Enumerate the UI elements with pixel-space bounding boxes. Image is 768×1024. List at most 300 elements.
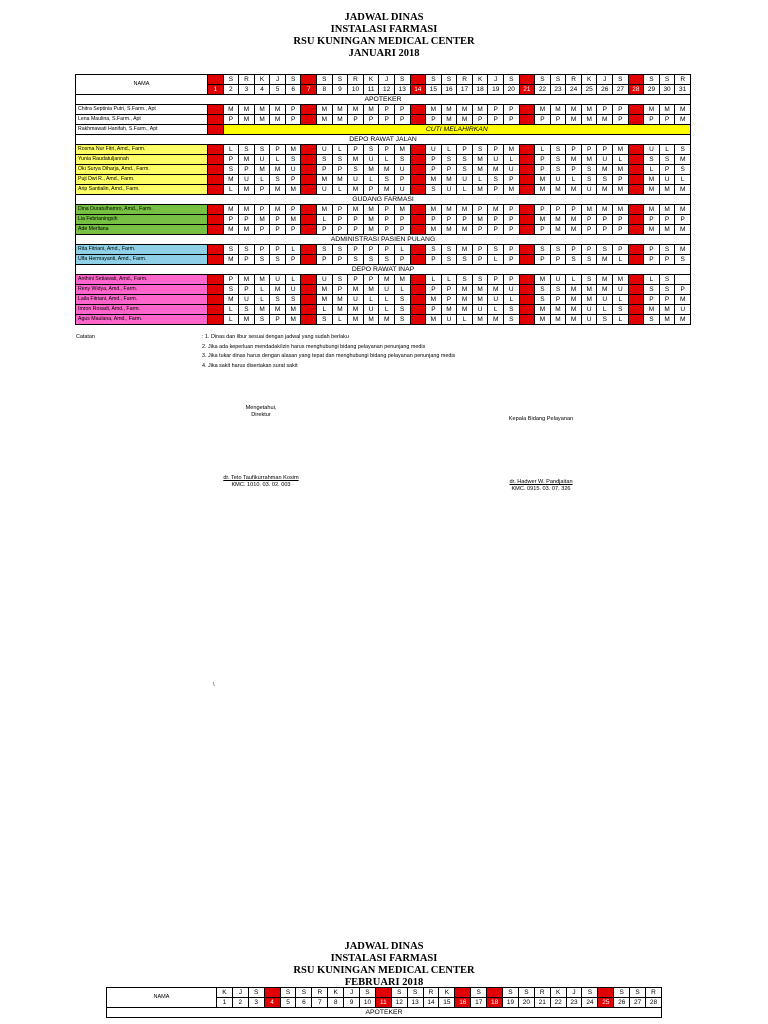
shift-cell: P [410, 155, 426, 165]
day-header: S [407, 988, 423, 998]
date-header: 27 [630, 998, 646, 1008]
shift-cell: M [317, 295, 333, 305]
date-header: 10 [360, 998, 376, 1008]
shift-cell: M [223, 255, 239, 265]
shift-cell: U [581, 315, 597, 325]
shift-cell: M [566, 225, 582, 235]
shift-cell: M [239, 115, 255, 125]
feb-title-line-1: JADWAL DINAS [344, 941, 424, 952]
shift-cell: P [613, 115, 629, 125]
shift-cell: L [488, 305, 504, 315]
shift-cell: M [675, 295, 691, 305]
shift-cell: U [628, 165, 644, 175]
shift-cell: U [270, 275, 286, 285]
date-header: 10 [348, 85, 364, 95]
shift-cell: M [332, 295, 348, 305]
shift-cell: M [363, 105, 379, 115]
note-item: : 1. Dinas dan libur sesuai dengan jadwal yang sudah berlaku [202, 334, 349, 340]
shift-cell: P [488, 115, 504, 125]
day-header: S [248, 988, 264, 998]
shift-cell: M [285, 185, 301, 195]
shift-cell: M [597, 165, 613, 175]
shift-cell: S [597, 315, 613, 325]
feb-title-line-4: FEBRUARI 2018 [344, 977, 424, 988]
shift-cell: S [597, 175, 613, 185]
day-header: S [644, 75, 660, 85]
shift-cell: P [239, 285, 255, 295]
shift-cell: M [239, 225, 255, 235]
shift-cell: L [410, 205, 426, 215]
shift-cell: L [628, 105, 644, 115]
shift-cell: S [394, 305, 410, 315]
shift-cell: L [332, 185, 348, 195]
shift-cell: L [597, 305, 613, 315]
shift-cell: P [254, 185, 270, 195]
shift-cell: L [410, 105, 426, 115]
shift-cell: M [644, 105, 660, 115]
shift-cell: U [394, 165, 410, 175]
shift-cell: U [581, 185, 597, 195]
shift-cell: M [317, 115, 333, 125]
day-header: K [363, 75, 379, 85]
day-header: S [503, 988, 519, 998]
day-header: K [254, 75, 270, 85]
date-header: 9 [332, 85, 348, 95]
shift-cell: U [301, 305, 317, 315]
shift-cell: S [675, 165, 691, 175]
shift-cell: U [644, 145, 660, 155]
shift-cell: P [270, 315, 286, 325]
shift-cell: M [675, 185, 691, 195]
date-header: 24 [566, 85, 582, 95]
shift-cell: P [628, 305, 644, 315]
shift-cell: M [488, 205, 504, 215]
shift-cell: M [457, 205, 473, 215]
table-row [76, 115, 691, 125]
date-header: 1 [217, 998, 233, 1008]
shift-cell: L [566, 175, 582, 185]
staff-name: Laila Fitriani, Amd., Farm. [76, 295, 208, 305]
shift-cell: S [550, 285, 566, 295]
section-header: ADMINISTRASI PASIEN PULANG [76, 235, 691, 245]
shift-cell: P [550, 295, 566, 305]
date-header: 17 [457, 85, 473, 95]
date-header: 7 [312, 998, 328, 1008]
shift-cell: L [628, 115, 644, 125]
staff-name: Oki Surya Diharja, Amd., Farm. [76, 165, 208, 175]
notes-list [202, 334, 455, 370]
shift-cell: M [457, 115, 473, 125]
shift-cell: L [644, 165, 660, 175]
shift-cell: P [472, 245, 488, 255]
shift-cell: P [208, 245, 224, 255]
shift-cell: M [348, 155, 364, 165]
shift-cell: P [644, 115, 660, 125]
shift-cell: M [317, 175, 333, 185]
day-header: J [597, 75, 613, 85]
shift-cell: M [208, 225, 224, 235]
table-row [76, 185, 691, 195]
section-header: APOTEKER [76, 95, 691, 105]
shift-cell: L [488, 255, 504, 265]
shift-cell: M [285, 315, 301, 325]
shift-cell: P [285, 105, 301, 115]
day-header: S [582, 988, 598, 998]
shift-cell: M [535, 315, 551, 325]
date-header: 13 [394, 85, 410, 95]
shift-cell: U [208, 305, 224, 315]
date-header: 24 [582, 998, 598, 1008]
shift-cell: P [379, 145, 395, 155]
shift-cell: P [317, 225, 333, 235]
shift-cell: P [332, 165, 348, 175]
shift-cell: P [613, 175, 629, 185]
day-header: M [487, 988, 503, 998]
shift-cell: S [550, 245, 566, 255]
shift-cell: L [363, 175, 379, 185]
date-header: 25 [581, 85, 597, 95]
shift-cell: M [441, 105, 457, 115]
date-header: 19 [503, 998, 519, 1008]
shift-cell: U [379, 285, 395, 295]
shift-cell: P [675, 215, 691, 225]
shift-cell: P [535, 155, 551, 165]
shift-cell: P [270, 245, 286, 255]
shift-cell: U [659, 175, 675, 185]
shift-cell: S [457, 165, 473, 175]
shift-cell: M [301, 145, 317, 155]
shift-cell: P [317, 165, 333, 175]
shift-cell: P [379, 225, 395, 235]
shift-cell: P [379, 105, 395, 115]
shift-cell: P [301, 215, 317, 225]
staff-name: Ulfa Hermayanti, Amd., Farm. [76, 255, 208, 265]
shift-cell: S [410, 305, 426, 315]
day-header: R [312, 988, 328, 998]
shift-cell: S [441, 255, 457, 265]
shift-cell: P [566, 245, 582, 255]
shift-cell: P [488, 275, 504, 285]
shift-cell: S [457, 255, 473, 265]
shift-cell: M [659, 315, 675, 325]
staff-name: Lia Febrianingsih [76, 215, 208, 225]
shift-cell: S [550, 165, 566, 175]
day-header: S [391, 988, 407, 998]
day-header: K [328, 988, 344, 998]
shift-cell: L [613, 315, 629, 325]
shift-cell: U [285, 165, 301, 175]
shift-cell: S [659, 285, 675, 295]
date-header: 26 [597, 85, 613, 95]
shift-cell: L [317, 215, 333, 225]
shift-cell: P [675, 285, 691, 295]
shift-cell: M [535, 175, 551, 185]
date-header: 31 [675, 85, 691, 95]
shift-cell: U [239, 295, 255, 305]
shift-cell: L [519, 205, 535, 215]
shift-cell: M [223, 205, 239, 215]
shift-cell: P [223, 215, 239, 225]
shift-cell: P [301, 245, 317, 255]
shift-cell: P [628, 255, 644, 265]
shift-cell: P [566, 205, 582, 215]
table-row [76, 125, 691, 135]
shift-cell: S [644, 315, 660, 325]
day-header: S [208, 75, 224, 85]
jan-title-line-1: JADWAL DINAS [344, 12, 424, 23]
shift-cell: M [628, 145, 644, 155]
shift-cell: M [254, 275, 270, 285]
date-header: 22 [535, 85, 551, 95]
shift-cell: U [441, 315, 457, 325]
shift-cell: M [270, 285, 286, 295]
shift-cell: S [441, 245, 457, 255]
jan-title-line-2: INSTALASI FARMASI [330, 24, 438, 35]
shift-cell: U [239, 175, 255, 185]
day-header: S [280, 988, 296, 998]
shift-cell: M [270, 205, 286, 215]
shift-cell: M [597, 255, 613, 265]
shift-cell: S [317, 245, 333, 255]
staff-name: Dina Duratulhamro, Amd., Farm. [76, 205, 208, 215]
shift-cell: L [208, 105, 224, 115]
day-header: M [519, 75, 535, 85]
shift-cell: P [503, 105, 519, 115]
shift-cell: L [519, 215, 535, 225]
shift-cell: S [317, 315, 333, 325]
shift-cell: L [301, 165, 317, 175]
shift-cell: S [239, 305, 255, 315]
shift-cell: L [519, 245, 535, 255]
shift-cell: S [239, 245, 255, 255]
date-header: 28 [646, 998, 662, 1008]
feb-title-line-2: INSTALASI FARMASI [330, 953, 438, 964]
shift-cell: S [426, 245, 442, 255]
shift-cell: M [223, 225, 239, 235]
shift-cell: S [426, 185, 442, 195]
shift-cell: P [581, 215, 597, 225]
shift-cell: M [581, 285, 597, 295]
shift-cell: M [675, 315, 691, 325]
shift-cell: P [597, 105, 613, 115]
day-header: S [223, 75, 239, 85]
shift-cell: P [644, 245, 660, 255]
shift-cell: S [675, 145, 691, 155]
table-row [76, 285, 691, 295]
shift-cell: L [285, 275, 301, 285]
day-header: S [360, 988, 376, 998]
shift-cell: P [628, 175, 644, 185]
shift-cell: M [208, 275, 224, 285]
shift-cell: M [472, 315, 488, 325]
shift-cell: P [659, 255, 675, 265]
shift-cell: M [613, 165, 629, 175]
day-header: S [659, 75, 675, 85]
shift-cell: P [332, 215, 348, 225]
shift-cell: U [628, 275, 644, 285]
shift-cell: M [535, 105, 551, 115]
shift-cell: M [597, 115, 613, 125]
shift-cell: U [675, 305, 691, 315]
shift-cell: L [208, 125, 224, 135]
shift-cell: S [519, 305, 535, 315]
day-header: M [598, 988, 614, 998]
shift-cell: S [457, 275, 473, 285]
shift-cell: M [208, 175, 224, 185]
shift-cell: L [379, 305, 395, 315]
shift-cell: S [208, 255, 224, 265]
shift-cell: P [254, 245, 270, 255]
shift-cell: M [457, 105, 473, 115]
shift-cell: M [613, 185, 629, 195]
day-header: R [423, 988, 439, 998]
shift-cell: U [519, 145, 535, 155]
shift-cell: U [317, 185, 333, 195]
shift-cell: P [363, 245, 379, 255]
table-row [76, 145, 691, 155]
feb-schedule-table [106, 987, 662, 1018]
shift-cell: S [379, 255, 395, 265]
shift-cell: U [550, 175, 566, 185]
feb-title-block [0, 941, 768, 989]
shift-cell: U [285, 285, 301, 295]
date-header: 18 [472, 85, 488, 95]
shift-cell: M [472, 295, 488, 305]
shift-cell: M [441, 175, 457, 185]
staff-name: Rakhmawati Hanifah, S.Farm., Apt [76, 125, 208, 135]
shift-cell: S [254, 255, 270, 265]
day-header: R [239, 75, 255, 85]
staff-name: Puji Dwi R., Amd., Farm. [76, 175, 208, 185]
date-header: 15 [439, 998, 455, 1008]
shift-cell: M [301, 185, 317, 195]
day-header: S [394, 75, 410, 85]
shift-cell: L [519, 105, 535, 115]
date-header: 1 [208, 85, 224, 95]
date-header: 17 [471, 998, 487, 1008]
shift-cell: L [628, 205, 644, 215]
date-header: 2 [223, 85, 239, 95]
shift-cell: P [535, 225, 551, 235]
shift-cell: P [503, 275, 519, 285]
shift-cell: U [581, 305, 597, 315]
shift-cell: M [675, 205, 691, 215]
shift-cell: M [270, 105, 286, 115]
date-header: 9 [344, 998, 360, 1008]
shift-cell: M [519, 175, 535, 185]
shift-cell: S [348, 165, 364, 175]
date-header: 23 [550, 85, 566, 95]
shift-cell: P [503, 255, 519, 265]
date-header: 4 [264, 998, 280, 1008]
shift-cell: P [488, 225, 504, 235]
shift-cell: L [254, 295, 270, 305]
shift-cell: M [363, 225, 379, 235]
shift-cell: U [317, 275, 333, 285]
shift-cell: P [285, 225, 301, 235]
shift-cell: M [581, 155, 597, 165]
day-header: J [344, 988, 360, 998]
day-header: R [646, 988, 662, 998]
day-header: S [296, 988, 312, 998]
shift-cell: P [597, 225, 613, 235]
shift-cell: M [285, 145, 301, 155]
shift-cell: P [503, 205, 519, 215]
day-header: S [426, 75, 442, 85]
signature-right [480, 416, 602, 493]
date-header: 19 [488, 85, 504, 95]
date-header: 6 [285, 85, 301, 95]
shift-cell: P [394, 105, 410, 115]
shift-cell: L [426, 275, 442, 285]
shift-cell: U [488, 155, 504, 165]
table-row [76, 205, 691, 215]
shift-cell: P [348, 115, 364, 125]
date-header: 23 [566, 998, 582, 1008]
shift-cell: M [644, 175, 660, 185]
shift-cell: P [426, 215, 442, 225]
shift-cell: M [363, 165, 379, 175]
shift-cell: P [348, 215, 364, 225]
shift-cell: P [332, 205, 348, 215]
shift-cell: M [472, 165, 488, 175]
shift-cell: M [519, 275, 535, 285]
shift-cell: L [223, 185, 239, 195]
shift-cell: P [410, 215, 426, 225]
shift-cell: S [208, 285, 224, 295]
shift-cell: P [239, 255, 255, 265]
shift-cell: P [379, 205, 395, 215]
shift-cell: L [503, 155, 519, 165]
shift-cell: U [208, 185, 224, 195]
shift-cell: M [426, 205, 442, 215]
shift-cell: S [363, 145, 379, 155]
shift-cell: P [426, 165, 442, 175]
shift-cell: L [379, 295, 395, 305]
date-header: 7 [301, 85, 317, 95]
shift-cell: L [644, 275, 660, 285]
shift-cell: S [348, 255, 364, 265]
day-header: S [503, 75, 519, 85]
shift-cell: M [597, 185, 613, 195]
day-header: R [675, 75, 691, 85]
section-header: GUDANG FARMASI [76, 195, 691, 205]
shift-cell: M [503, 145, 519, 155]
shift-cell: S [394, 295, 410, 305]
shift-cell: M [503, 185, 519, 195]
shift-cell: L [301, 225, 317, 235]
shift-cell: P [285, 115, 301, 125]
shift-cell: M [566, 215, 582, 225]
shift-cell: M [317, 105, 333, 115]
date-header: 12 [391, 998, 407, 1008]
shift-cell: S [254, 315, 270, 325]
shift-cell: L [441, 145, 457, 155]
shift-cell: P [348, 145, 364, 155]
note-item: 2. Jika ada keperluan mendadak/izin harus menghubungi bidang pelayanan penunjang medis [202, 343, 426, 350]
stray-mark: \ [213, 682, 215, 688]
shift-cell: P [285, 175, 301, 185]
sig-right-name: dr. Hadwer W. Pandjaitan [509, 479, 573, 485]
shift-cell: S [472, 275, 488, 285]
shift-cell: S [394, 315, 410, 325]
staff-name: Ade Merliana [76, 225, 208, 235]
shift-cell: M [675, 245, 691, 255]
day-header: K [581, 75, 597, 85]
notes-label: Catatan [76, 334, 95, 340]
shift-cell: M [254, 115, 270, 125]
sig-left-line1: Mengetahui, [245, 405, 277, 411]
